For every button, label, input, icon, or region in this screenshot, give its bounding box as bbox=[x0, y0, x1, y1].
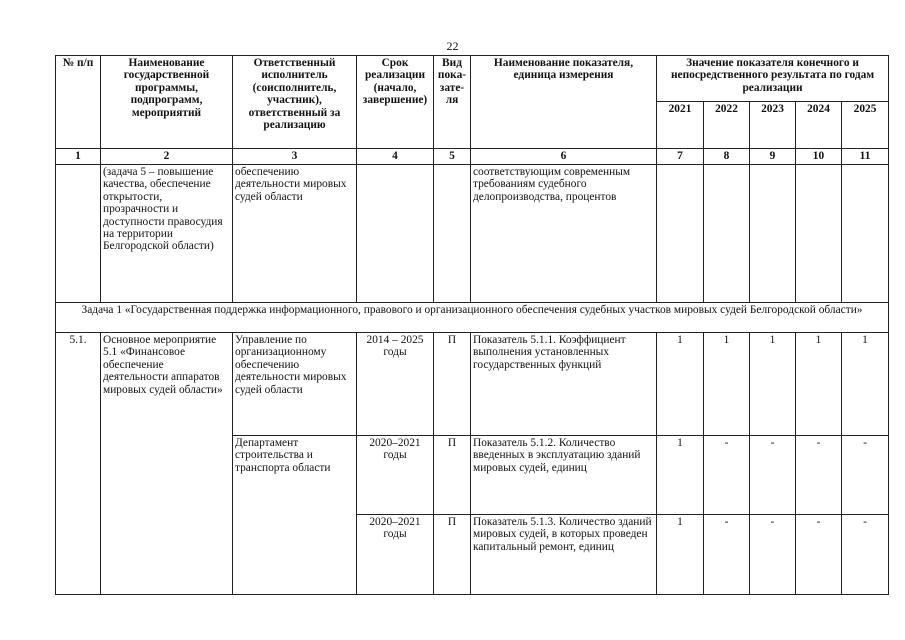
row-value: 1 bbox=[750, 333, 796, 436]
row-indicator: Показатель 5.1.1. Коэффициент выполнения установленных государственных функций bbox=[471, 333, 657, 436]
row-value: 1 bbox=[657, 333, 704, 436]
row-value: 1 bbox=[657, 515, 704, 595]
column-number: 10 bbox=[796, 149, 842, 165]
item-number: 5.1. bbox=[56, 333, 101, 595]
row-type: П bbox=[434, 515, 471, 595]
row-period: 2020–2021 годы bbox=[357, 436, 434, 515]
header-year: 2024 bbox=[796, 102, 842, 149]
item-program: Основное мероприятие 5.1 «Финансовое обеспечение деятельности аппаратов мировых судей области» bbox=[101, 333, 233, 595]
header-program: Наименование государственной программы, подпрограмм, мероприятий bbox=[101, 56, 233, 149]
header-year: 2022 bbox=[704, 102, 750, 149]
column-number: 5 bbox=[434, 149, 471, 165]
column-number: 9 bbox=[750, 149, 796, 165]
column-number: 11 bbox=[842, 149, 889, 165]
header-num: № п/п bbox=[56, 56, 101, 149]
row-value: - bbox=[842, 436, 889, 515]
row-period: 2020–2021 годы bbox=[357, 515, 434, 595]
header-year: 2025 bbox=[842, 102, 889, 149]
row-value: - bbox=[750, 436, 796, 515]
column-number: 1 bbox=[56, 149, 101, 165]
row-value: - bbox=[796, 436, 842, 515]
continuation-indicator: соответствующим современным требованиям судебного делопроизводства, процентов bbox=[471, 165, 657, 303]
header-year: 2021 bbox=[657, 102, 704, 149]
continuation-program: (задача 5 – повышение качества, обеспечение открытости, прозрачности и доступности правосудия на территории Белгородской области) bbox=[101, 165, 233, 303]
page-number: 22 bbox=[446, 39, 459, 53]
row-value: 1 bbox=[796, 333, 842, 436]
row-executor: Управление по организационному обеспечению деятельности мировых судей области bbox=[233, 333, 357, 436]
row-value: - bbox=[796, 515, 842, 595]
column-number: 4 bbox=[357, 149, 434, 165]
column-number: 3 bbox=[233, 149, 357, 165]
continuation-executor: обеспечению деятельности мировых судей области bbox=[233, 165, 357, 303]
task-title: Задача 1 «Государственная поддержка информационного, правового и организационного обеспечения судебных участков мировых судей Белгородской области» bbox=[56, 303, 889, 333]
row-executor: Департамент строительства и транспорта области bbox=[233, 436, 357, 595]
row-type: П bbox=[434, 436, 471, 515]
column-number: 8 bbox=[704, 149, 750, 165]
row-value: 1 bbox=[657, 436, 704, 515]
header-type: Вид пока-зате-ля bbox=[434, 56, 471, 149]
header-values: Значение показателя конечного и непосредственного результата по годам реализации bbox=[657, 56, 889, 102]
row-value: 1 bbox=[842, 333, 889, 436]
header-indicator: Наименование показателя, единица измерения bbox=[471, 56, 657, 149]
row-value: - bbox=[842, 515, 889, 595]
header-executor: Ответственный исполнитель (соисполнитель, участник), ответственный за реализацию bbox=[233, 56, 357, 149]
header-year: 2023 bbox=[750, 102, 796, 149]
column-number: 2 bbox=[101, 149, 233, 165]
row-type: П bbox=[434, 333, 471, 436]
header-period: Срок реализации (начало, завершение) bbox=[357, 56, 434, 149]
row-value: - bbox=[704, 436, 750, 515]
row-value: - bbox=[750, 515, 796, 595]
row-indicator: Показатель 5.1.3. Количество зданий мировых судей, в которых проведен капитальный ремонт, единиц bbox=[471, 515, 657, 595]
program-table bbox=[55, 55, 889, 595]
row-value: - bbox=[704, 515, 750, 595]
column-number: 7 bbox=[657, 149, 704, 165]
column-number: 6 bbox=[471, 149, 657, 165]
row-period: 2014 – 2025 годы bbox=[357, 333, 434, 436]
row-value: 1 bbox=[704, 333, 750, 436]
row-indicator: Показатель 5.1.2. Количество введенных в эксплуатацию зданий мировых судей, единиц bbox=[471, 436, 657, 515]
